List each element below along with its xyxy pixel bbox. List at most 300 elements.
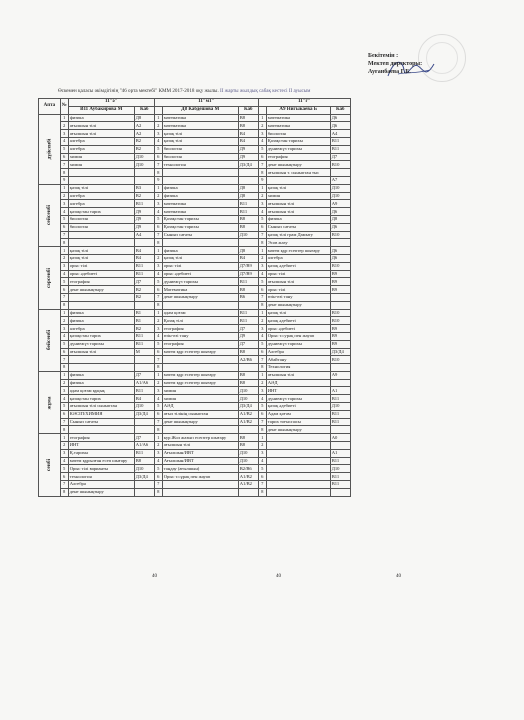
subject-cell bbox=[68, 364, 134, 372]
subject-cell bbox=[266, 449, 330, 457]
lesson-number: 5 bbox=[60, 215, 68, 223]
lesson-number: 7 bbox=[258, 161, 266, 169]
cabinet-cell: В11 bbox=[134, 262, 154, 270]
cabinet-cell: Д7 bbox=[238, 340, 258, 348]
cabinet-cell bbox=[330, 488, 350, 496]
lesson-number: 7 bbox=[154, 293, 162, 301]
cabinet-cell: В8 bbox=[238, 286, 258, 294]
subject-cell: ағылшын тілі bbox=[266, 371, 330, 379]
lesson-number: 1 bbox=[60, 184, 68, 192]
schedule-row bbox=[39, 270, 351, 278]
cabinet-cell: В11 bbox=[330, 137, 350, 145]
subject-cell bbox=[162, 356, 238, 364]
subject-cell: алгебра bbox=[68, 145, 134, 153]
subject-cell bbox=[266, 488, 330, 496]
lesson-number: 7 bbox=[60, 356, 68, 364]
cabinet-cell: В2 bbox=[134, 192, 154, 200]
cabinet-cell: Д7 bbox=[134, 278, 154, 286]
schedule-row bbox=[39, 137, 351, 145]
cabinet-cell: А1 bbox=[330, 449, 350, 457]
schedule-row bbox=[39, 231, 351, 239]
subject-cell: орыс тілі bbox=[162, 262, 238, 270]
subject-cell: ИНТ bbox=[266, 387, 330, 395]
subject-cell: алгебра bbox=[68, 192, 134, 200]
cabinet-cell: А1/А6 bbox=[134, 442, 154, 450]
subject-cell: Сынып сағаты bbox=[266, 223, 330, 231]
subject-cell: биология bbox=[68, 223, 134, 231]
lesson-number: 4 bbox=[154, 457, 162, 465]
lesson-number: 7 bbox=[258, 356, 266, 364]
schedule-row bbox=[39, 169, 351, 177]
subject-cell: химия bbox=[162, 387, 238, 395]
schedule-row bbox=[39, 410, 351, 418]
cabinet-cell: В11 bbox=[134, 387, 154, 395]
subject-cell bbox=[266, 176, 330, 184]
cabinet-cell: А1 bbox=[330, 387, 350, 395]
lesson-number: 7 bbox=[258, 231, 266, 239]
subject-cell bbox=[162, 488, 238, 496]
lesson-number: 6 bbox=[60, 223, 68, 231]
lesson-number: 5 bbox=[258, 215, 266, 223]
lesson-number: 2 bbox=[154, 442, 162, 450]
lesson-number: 3 bbox=[258, 130, 266, 138]
lesson-number: 7 bbox=[154, 481, 162, 489]
cabinet-cell: В10 bbox=[330, 356, 350, 364]
subject-cell: биология bbox=[266, 130, 330, 138]
lesson-number: 8 bbox=[154, 364, 162, 372]
lesson-number: 4 bbox=[258, 270, 266, 278]
subject-cell: математика bbox=[162, 208, 238, 216]
subject-cell: дүниежүз тарихы bbox=[266, 145, 330, 153]
schedule-row bbox=[39, 325, 351, 333]
lesson-number: 3 bbox=[258, 200, 266, 208]
lesson-number: 2 bbox=[154, 122, 162, 130]
lesson-number: 3 bbox=[60, 200, 68, 208]
cabinet-cell: Д3/Д4 bbox=[238, 403, 258, 411]
cabinet-cell: Д8 bbox=[238, 184, 258, 192]
lesson-number: 1 bbox=[258, 309, 266, 317]
cabinet-cell: В8 bbox=[238, 215, 258, 223]
lesson-number: 8 bbox=[154, 301, 162, 309]
lesson-number: 7 bbox=[154, 231, 162, 239]
schedule-row bbox=[39, 356, 351, 364]
cabinet-cell: Д3/Д4 bbox=[330, 348, 350, 356]
subject-cell: ағылшын тілі bbox=[266, 208, 330, 216]
lesson-number: 7 bbox=[60, 481, 68, 489]
schedule-row bbox=[39, 247, 351, 255]
subject-cell: Алгебра bbox=[68, 481, 134, 489]
schedule-row bbox=[39, 122, 351, 130]
subject-cell: химия bbox=[68, 153, 134, 161]
subject-cell: тарих тоғыспасы bbox=[266, 418, 330, 426]
subject-cell: қазақ тілі bbox=[162, 130, 238, 138]
lesson-number: 5 bbox=[60, 403, 68, 411]
cabinet-cell: В1 bbox=[134, 309, 154, 317]
teacher-header: А9 Нигыкаева Б bbox=[266, 106, 330, 114]
lesson-number: 1 bbox=[154, 371, 162, 379]
subject-cell: география bbox=[68, 278, 134, 286]
lesson-number: 2 bbox=[258, 379, 266, 387]
lesson-number: 4 bbox=[60, 208, 68, 216]
lesson-number: 8 bbox=[258, 301, 266, 309]
cabinet-cell: А9 bbox=[330, 200, 350, 208]
cabinet-cell: Д10 bbox=[330, 465, 350, 473]
cabinet-cell: Д10 bbox=[238, 387, 258, 395]
lesson-number: 3 bbox=[154, 262, 162, 270]
subject-cell: алгебра bbox=[68, 200, 134, 208]
subject-cell: дене шынықтыру bbox=[266, 161, 330, 169]
cabinet-cell: А9 bbox=[330, 371, 350, 379]
cabinet-cell: Д6 bbox=[330, 254, 350, 262]
cabinet-cell: Д6 bbox=[330, 122, 350, 130]
subject-cell: математика bbox=[162, 114, 238, 122]
lesson-number: 4 bbox=[60, 395, 68, 403]
cabinet-cell: В8 bbox=[134, 457, 154, 465]
subject-cell: дене шынықтыру bbox=[68, 488, 134, 496]
cabinet-cell bbox=[134, 418, 154, 426]
cabinet-cell: В11 bbox=[238, 317, 258, 325]
subject-cell bbox=[266, 434, 330, 442]
subject-cell: Қазақстан тарихы bbox=[266, 137, 330, 145]
cabinet-cell bbox=[134, 176, 154, 184]
cabinet-cell: Д3/Д4 bbox=[238, 161, 258, 169]
lesson-number: 3 bbox=[154, 325, 162, 333]
subject-cell: Қазақстан тарихы bbox=[162, 223, 238, 231]
subject-cell: биология bbox=[162, 153, 238, 161]
schedule-row bbox=[39, 488, 351, 496]
lesson-number: 7 bbox=[258, 481, 266, 489]
cabinet-cell bbox=[238, 488, 258, 496]
lesson-number: 3 bbox=[60, 130, 68, 138]
cabinet-cell: А4 bbox=[134, 231, 154, 239]
subject-cell: химия bbox=[162, 395, 238, 403]
subject-cell: физика bbox=[162, 184, 238, 192]
lesson-number: 3 bbox=[258, 387, 266, 395]
subject-cell: Адам қоғам bbox=[266, 410, 330, 418]
subject-cell: дене шынықтыру bbox=[162, 293, 238, 301]
num-header: № bbox=[60, 99, 68, 115]
lesson-number: 8 bbox=[258, 426, 266, 434]
cabinet-cell: В2 bbox=[134, 145, 154, 153]
lesson-number: 3 bbox=[154, 130, 162, 138]
cabinet-cell bbox=[330, 442, 350, 450]
subject-cell: адам қоғам bbox=[162, 309, 238, 317]
lesson-number: 4 bbox=[258, 457, 266, 465]
cabinet-cell: В11 bbox=[238, 208, 258, 216]
lesson-number: 8 bbox=[154, 426, 162, 434]
subject-cell: Алгебра bbox=[266, 348, 330, 356]
lesson-number: 6 bbox=[60, 473, 68, 481]
subject-cell bbox=[68, 169, 134, 177]
lesson-number: 5 bbox=[258, 465, 266, 473]
lesson-number: 7 bbox=[258, 293, 266, 301]
subject-cell: Орыс т.сурақ пен жауап bbox=[266, 332, 330, 340]
lesson-number: 1 bbox=[258, 184, 266, 192]
cabinet-cell: А0 bbox=[330, 434, 350, 442]
cabinet-cell: В11 bbox=[238, 309, 258, 317]
subject-cell: география bbox=[266, 153, 330, 161]
cabinet-cell bbox=[134, 356, 154, 364]
lesson-number: 9 bbox=[60, 176, 68, 184]
subject-cell: кур.Жол жазып есептер шығару bbox=[162, 434, 238, 442]
total-class-2: 40 bbox=[276, 574, 281, 579]
subject-cell bbox=[68, 231, 134, 239]
cabinet-cell: В10 bbox=[330, 262, 350, 270]
cabinet-cell: В2 bbox=[134, 325, 154, 333]
schedule-row bbox=[39, 473, 351, 481]
subject-cell: дүниежүз тарихы bbox=[162, 278, 238, 286]
lesson-number: 5 bbox=[154, 145, 162, 153]
day-cell bbox=[39, 184, 61, 246]
lesson-number: 2 bbox=[60, 254, 68, 262]
cabinet-cell: В4 bbox=[134, 247, 154, 255]
schedule-row bbox=[39, 239, 351, 247]
cabinet-cell: Д8 bbox=[238, 247, 258, 255]
lesson-number: 1 bbox=[154, 114, 162, 122]
subject-cell: өзін-өзі тану bbox=[266, 293, 330, 301]
cabinet-cell: Д10 bbox=[238, 457, 258, 465]
lesson-number: 5 bbox=[154, 215, 162, 223]
day-cell bbox=[39, 309, 61, 371]
lesson-number: 4 bbox=[154, 332, 162, 340]
lesson-number: 1 bbox=[154, 434, 162, 442]
cabinet-cell: В8 bbox=[238, 114, 258, 122]
lesson-number: 1 bbox=[60, 247, 68, 255]
cabinet-cell: А1/В2 bbox=[238, 418, 258, 426]
schedule-row bbox=[39, 434, 351, 442]
lesson-number: 6 bbox=[154, 348, 162, 356]
day-name: жұма bbox=[46, 396, 53, 410]
cabinet-cell: Д10 bbox=[330, 403, 350, 411]
cabinet-cell: Д7 bbox=[330, 153, 350, 161]
cabinet-cell: В11 bbox=[330, 395, 350, 403]
day-name: сейсенбі bbox=[46, 205, 53, 226]
lesson-number: 3 bbox=[60, 387, 68, 395]
lesson-number: 2 bbox=[60, 442, 68, 450]
subject-cell: физика bbox=[162, 247, 238, 255]
lesson-number: 3 bbox=[154, 449, 162, 457]
cabinet-cell: В10 bbox=[330, 161, 350, 169]
total-class-3: 40 bbox=[396, 574, 401, 579]
schedule-row bbox=[39, 278, 351, 286]
cabinet-cell: В10 bbox=[330, 309, 350, 317]
lesson-number: 4 bbox=[258, 395, 266, 403]
lesson-number: 3 bbox=[60, 325, 68, 333]
day-cell bbox=[39, 114, 61, 184]
lesson-number: 8 bbox=[60, 488, 68, 496]
lesson-number: 8 bbox=[60, 426, 68, 434]
day-name: сәрсенбі bbox=[46, 267, 53, 288]
schedule-row bbox=[39, 348, 351, 356]
schedule-row bbox=[39, 192, 351, 200]
schedule-table bbox=[38, 98, 351, 497]
subject-cell: Қазақ тілі bbox=[162, 317, 238, 325]
cabinet-cell: Д10 bbox=[330, 184, 350, 192]
subject-cell: ағылшын тілі сыныптан bbox=[68, 403, 134, 411]
lesson-number: 6 bbox=[154, 473, 162, 481]
lesson-number: 4 bbox=[60, 457, 68, 465]
cabinet-cell: А1/А6 bbox=[134, 379, 154, 387]
subject-cell bbox=[162, 364, 238, 372]
cabinet-cell: В11 bbox=[134, 332, 154, 340]
subject-cell: ағылшын тілі bbox=[68, 122, 134, 130]
cabinet-cell: В2 bbox=[134, 137, 154, 145]
subject-cell: дүниежүз тарихы bbox=[266, 395, 330, 403]
subject-cell: қазақстан тарих bbox=[68, 208, 134, 216]
lesson-number: 6 bbox=[258, 410, 266, 418]
lesson-number: 6 bbox=[60, 286, 68, 294]
cabinet-cell: В11 bbox=[330, 410, 350, 418]
subject-cell bbox=[68, 293, 134, 301]
cab-header: Каб bbox=[134, 106, 154, 114]
lesson-number: 5 bbox=[154, 340, 162, 348]
cabinet-cell: А4 bbox=[330, 130, 350, 138]
cabinet-cell: В11 bbox=[330, 457, 350, 465]
cabinet-cell: В1 bbox=[134, 317, 154, 325]
cabinet-cell bbox=[238, 176, 258, 184]
lesson-number: 6 bbox=[154, 410, 162, 418]
lesson-number: 3 bbox=[258, 325, 266, 333]
schedule-row bbox=[39, 130, 351, 138]
subject-cell: матем құр есептер шығару bbox=[162, 379, 238, 387]
lesson-number: 6 bbox=[258, 286, 266, 294]
subject-cell: қазақ тілі bbox=[162, 137, 238, 145]
schedule-row bbox=[39, 254, 351, 262]
cabinet-cell: В4 bbox=[238, 130, 258, 138]
lesson-number: 5 bbox=[258, 145, 266, 153]
lesson-number: 3 bbox=[258, 449, 266, 457]
lesson-number: 6 bbox=[60, 348, 68, 356]
subject-cell: қазақ тілі bbox=[68, 184, 134, 192]
lesson-number: 5 bbox=[258, 403, 266, 411]
subject-cell bbox=[266, 442, 330, 450]
lesson-number: 4 bbox=[60, 270, 68, 278]
lesson-number: 7 bbox=[60, 161, 68, 169]
cabinet-cell: Д7 bbox=[134, 371, 154, 379]
cabinet-cell: А2 bbox=[134, 130, 154, 138]
subject-cell: КӘСІП/ХИМИЯ bbox=[68, 410, 134, 418]
subject-cell: математика bbox=[162, 122, 238, 130]
cabinet-cell: Д3/Д4 bbox=[134, 473, 154, 481]
lesson-number: 1 bbox=[154, 309, 162, 317]
cabinet-cell: А1/В2 bbox=[238, 481, 258, 489]
schedule-row bbox=[39, 145, 351, 153]
lesson-number: 2 bbox=[258, 192, 266, 200]
schedule-row bbox=[39, 465, 351, 473]
cabinet-cell: Д9 bbox=[238, 332, 258, 340]
cabinet-cell: Д10 bbox=[238, 231, 258, 239]
subject-cell: АӘД bbox=[162, 403, 238, 411]
subject-cell bbox=[68, 239, 134, 247]
schedule-row bbox=[39, 215, 351, 223]
cabinet-cell bbox=[238, 239, 258, 247]
subject-cell: ағылшын т. сыныптан тыс bbox=[266, 169, 330, 177]
lesson-number: 6 bbox=[154, 286, 162, 294]
cabinet-cell: А1/В2 bbox=[238, 473, 258, 481]
cabinet-cell: Д10 bbox=[238, 395, 258, 403]
cabinet-cell: В8 bbox=[238, 379, 258, 387]
subject-cell: ИНТ bbox=[68, 442, 134, 450]
subject-cell bbox=[266, 481, 330, 489]
lesson-number: 2 bbox=[60, 122, 68, 130]
subject-cell: қазақ тілі bbox=[266, 184, 330, 192]
schedule-row bbox=[39, 442, 351, 450]
lesson-number: 1 bbox=[60, 309, 68, 317]
cabinet-cell bbox=[134, 481, 154, 489]
lesson-number: 7 bbox=[60, 231, 68, 239]
schedule-row bbox=[39, 457, 351, 465]
schedule-row bbox=[39, 403, 351, 411]
subject-cell: қазақ тілі bbox=[68, 254, 134, 262]
cabinet-cell bbox=[330, 239, 350, 247]
cab-header: Каб bbox=[238, 106, 258, 114]
lesson-number: 5 bbox=[154, 278, 162, 286]
cabinet-cell: М bbox=[134, 348, 154, 356]
cabinet-cell: Д9 bbox=[134, 215, 154, 223]
subject-cell: қазақ тілі грам Дамыту bbox=[266, 231, 330, 239]
subject-cell: дене шынықтыру bbox=[266, 426, 330, 434]
lesson-number: 4 bbox=[154, 270, 162, 278]
subject-cell: Ағылшын/ИВТ bbox=[162, 449, 238, 457]
cabinet-cell: В9 bbox=[330, 278, 350, 286]
schedule-row bbox=[39, 387, 351, 395]
lesson-number: 8 bbox=[258, 169, 266, 177]
subject-cell: қазақ тілі bbox=[68, 247, 134, 255]
cabinet-cell: В2 bbox=[134, 293, 154, 301]
cabinet-cell: В8 bbox=[238, 371, 258, 379]
lesson-number: 7 bbox=[60, 418, 68, 426]
cabinet-cell: Д10 bbox=[330, 192, 350, 200]
lesson-number: 1 bbox=[258, 247, 266, 255]
lesson-number: 6 bbox=[258, 473, 266, 481]
lesson-number: 4 bbox=[60, 332, 68, 340]
cabinet-cell: В4 bbox=[238, 254, 258, 262]
cabinet-cell: В11 bbox=[330, 473, 350, 481]
subject-cell: Сынып сағаты bbox=[68, 418, 134, 426]
subject-cell: қазақ әдебиеті bbox=[266, 317, 330, 325]
subject-cell: математика bbox=[266, 114, 330, 122]
cabinet-cell: В4 bbox=[134, 254, 154, 262]
cabinet-cell: В9 bbox=[330, 325, 350, 333]
lesson-number: 2 bbox=[258, 442, 266, 450]
lesson-number: 2 bbox=[154, 254, 162, 262]
lesson-number: 3 bbox=[60, 262, 68, 270]
schedule-row bbox=[39, 293, 351, 301]
lesson-number: 7 bbox=[154, 356, 162, 364]
subject-cell: орыс тілі bbox=[68, 262, 134, 270]
subject-cell: адам қоғам құқық bbox=[68, 387, 134, 395]
cabinet-cell bbox=[134, 364, 154, 372]
subject-cell: қазақстан тарих bbox=[68, 332, 134, 340]
lesson-number: 7 bbox=[154, 418, 162, 426]
day-cell bbox=[39, 247, 61, 309]
subject-cell: биология bbox=[162, 145, 238, 153]
cabinet-cell: В11 bbox=[330, 145, 350, 153]
lesson-number: 3 bbox=[154, 387, 162, 395]
cabinet-cell: В11 bbox=[238, 200, 258, 208]
subject-cell: матем құрылған есеп шығару bbox=[68, 457, 134, 465]
subject-cell bbox=[162, 426, 238, 434]
subject-cell: ағылшын тілі bbox=[266, 278, 330, 286]
total-class-1: 40 bbox=[152, 574, 157, 579]
subject-cell: қазақ әдебиеті bbox=[266, 262, 330, 270]
subject-cell: Орыс т.сұрақ пен жауап bbox=[162, 473, 238, 481]
subject-cell: Сынып сағаты bbox=[162, 231, 238, 239]
cabinet-cell bbox=[134, 239, 154, 247]
schedule-row bbox=[39, 418, 351, 426]
cabinet-cell: Д6 bbox=[330, 114, 350, 122]
class-header: 11"м1" bbox=[154, 99, 258, 107]
